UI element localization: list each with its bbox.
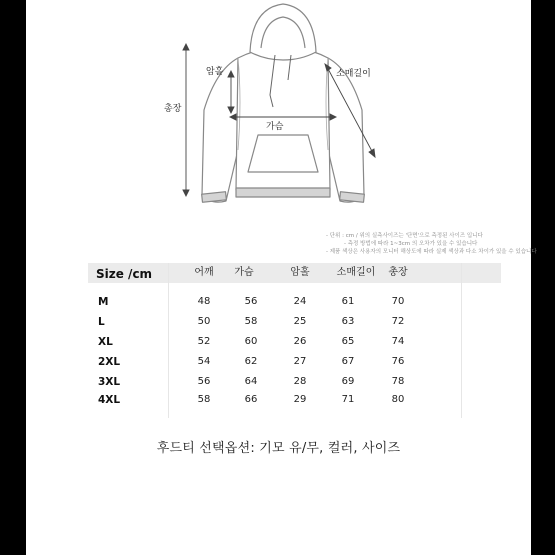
measurement-notes (326, 232, 537, 256)
column-header: 소매길이 (336, 267, 376, 278)
size-chart-panel (26, 0, 537, 555)
table-cell: 63 (341, 316, 355, 327)
table-cell: 66 (244, 394, 258, 405)
note-line: - 단위 : cm / 위의 실측사이즈는 '단면'으로 측정된 사이즈 입니다 (326, 233, 483, 239)
column-divider (168, 263, 169, 418)
note-line: - 제품 색상은 사용자의 모니터 해상도에 따라 실제 색상과 다소 차이가 있을 수 있습니다 (326, 249, 537, 255)
table-cell: 29 (293, 394, 307, 405)
row-size-label: L (98, 316, 105, 328)
table-cell: 80 (391, 394, 405, 405)
table-cell: 56 (244, 296, 258, 307)
table-cell: 65 (341, 336, 355, 347)
column-divider (461, 263, 462, 418)
armhole-label: 암홀 (206, 67, 224, 77)
table-cell: 60 (244, 336, 258, 347)
table-cell: 27 (293, 356, 307, 367)
table-cell: 72 (391, 316, 405, 327)
column-header: 암홀 (290, 267, 310, 278)
column-header: 가슴 (234, 267, 254, 278)
hoodie-diagram (26, 0, 531, 215)
note-line: - 측정 방법에 따라 1~3cm 의 오차가 있을 수 있습니다 (344, 241, 478, 247)
table-title: Size /cm (96, 267, 153, 281)
table-cell: 54 (197, 356, 211, 367)
table-cell: 24 (293, 296, 307, 307)
table-cell: 71 (341, 394, 355, 405)
table-cell: 26 (293, 336, 307, 347)
table-cell: 76 (391, 356, 405, 367)
table-cell: 74 (391, 336, 405, 347)
table-cell: 48 (197, 296, 211, 307)
row-size-label: 3XL (98, 376, 121, 388)
column-header: 총장 (388, 267, 408, 278)
table-cell: 50 (197, 316, 211, 327)
total-length-label: 총장 (164, 104, 182, 114)
row-size-label: XL (98, 336, 113, 348)
table-cell: 64 (244, 376, 258, 387)
table-cell: 25 (293, 316, 307, 327)
table-cell: 61 (341, 296, 355, 307)
table-cell: 78 (391, 376, 405, 387)
option-caption: 후드티 선택옵션: 기모 유/무, 컬러, 사이즈 (156, 441, 401, 456)
table-cell: 67 (341, 356, 355, 367)
hoodie-illustration (26, 0, 531, 215)
table-cell: 70 (391, 296, 405, 307)
column-header: 어깨 (194, 267, 214, 278)
table-cell: 56 (197, 376, 211, 387)
table-cell: 52 (197, 336, 211, 347)
table-cell: 62 (244, 356, 258, 367)
table-cell: 28 (293, 376, 307, 387)
row-size-label: 4XL (98, 394, 121, 406)
row-size-label: 2XL (98, 356, 121, 368)
sleeve-length-label: 소매길이 (336, 69, 371, 79)
chest-label: 가슴 (266, 122, 284, 132)
table-cell: 58 (197, 394, 211, 405)
row-size-label: M (98, 296, 109, 308)
table-cell: 58 (244, 316, 258, 327)
table-cell: 69 (341, 376, 355, 387)
